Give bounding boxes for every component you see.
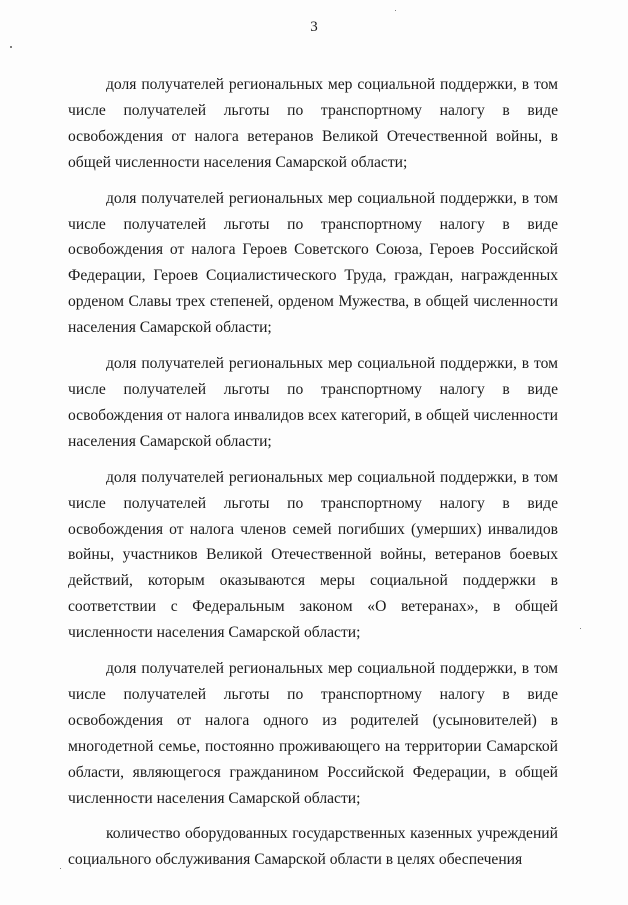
paragraph: количество оборудованных государственных казенных учреждений социального обслуживания Самарской области в целях обеспечения — [68, 825, 558, 869]
document-body — [68, 72, 558, 883]
paragraph: доля получателей региональных мер социальной поддержки, в том числе получателей льготы по транспортному налогу в виде освобождения от налога ветеранов Великой Отечественной войны, в общей численности населения Самарской области; — [68, 76, 558, 171]
paragraph: доля получателей региональных мер социальной поддержки, в том числе получателей льготы по транспортному налогу в виде освобождения от налога членов семей погибших (умерших) инвалидов войны, участников Великой Отечественной войны, ветеранов боевых действий, которым оказываются меры социальной поддержки в соответствии с Федеральным законом «О ветеранах», в общей численности населения Самарской области; — [68, 468, 558, 642]
scan-speck — [395, 10, 396, 11]
paragraph: доля получателей региональных мер социальной поддержки, в том числе получателей льготы по транспортному налогу в виде освобождения от налога Героев Советского Союза, Героев Российской Федерации, Героев Социалистического Труда, граждан, награжденных орденом Славы трех степеней, орденом Мужества, в общей численности населения Самарской области; — [68, 189, 558, 337]
page-number: 3 — [310, 19, 318, 35]
scan-speck — [580, 628, 581, 629]
scan-speck — [10, 46, 12, 48]
scan-speck — [60, 868, 61, 869]
paragraph: доля получателей региональных мер социальной поддержки, в том числе получателей льготы по транспортному налогу в виде освобождения от налога инвалидов всех категорий, в общей численности населения Самарской области; — [68, 355, 558, 450]
paragraph: доля получателей региональных мер социальной поддержки, в том числе получателей льготы по транспортному налогу в виде освобождения от налога одного из родителей (усыновителей) в многодетной семье, постоянно проживающего на территории Самарской области, являющегося гражданином Российской Федерации, в общей численности населения Самарской области; — [68, 660, 558, 807]
